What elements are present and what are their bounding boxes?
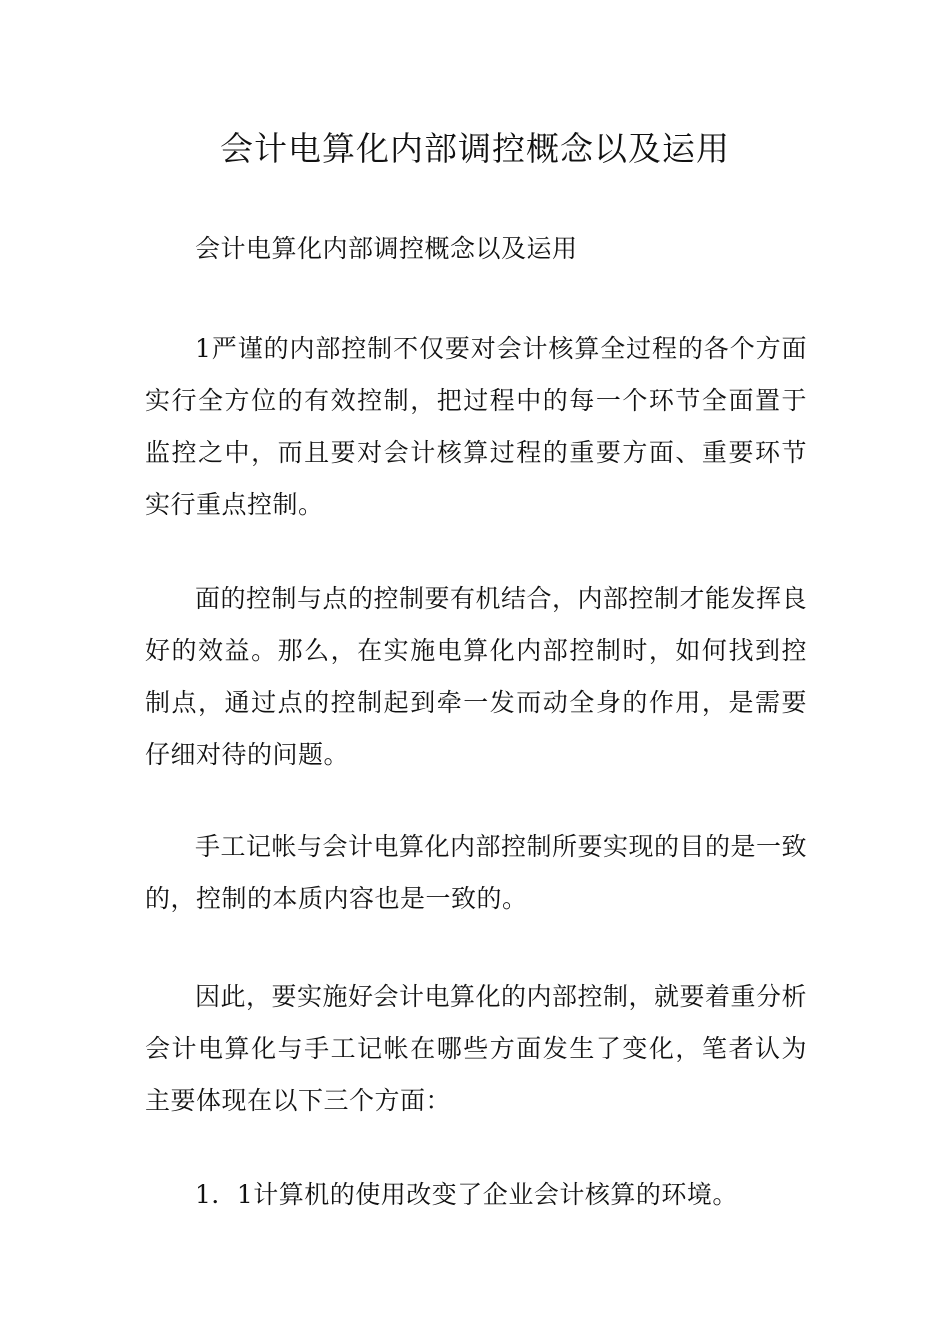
body-paragraph: 1严谨的内部控制不仅要对会计核算全过程的各个方面实行全方位的有效控制，把过程中的每一个环节全面置于监控之中，而且要对会计核算过程的重要方面、重要环节实行重点控制。 [145, 334, 807, 519]
subtitle-paragraph: 会计电算化内部调控概念以及运用 [195, 234, 578, 263]
document-title: 会计电算化内部调控概念以及运用 [220, 129, 730, 168]
body-paragraph: 手工记帐与会计电算化内部控制所要实现的目的是一致的，控制的本质内容也是一致的。 [145, 832, 808, 913]
section-heading-paragraph: 1．1计算机的使用改变了企业会计核算的环境。 [195, 1180, 738, 1209]
body-paragraph: 面的控制与点的控制要有机结合，内部控制才能发挥良好的效益。那么，在实施电算化内部控制时，如何找到控制点，通过点的控制起到牵一发而动全身的作用，是需要仔细对待的问题。 [145, 584, 808, 769]
body-paragraph: 因此，要实施好会计电算化的内部控制，就要着重分析会计电算化与手工记帐在哪些方面发生了变化，笔者认为主要体现在以下三个方面： [145, 982, 808, 1115]
